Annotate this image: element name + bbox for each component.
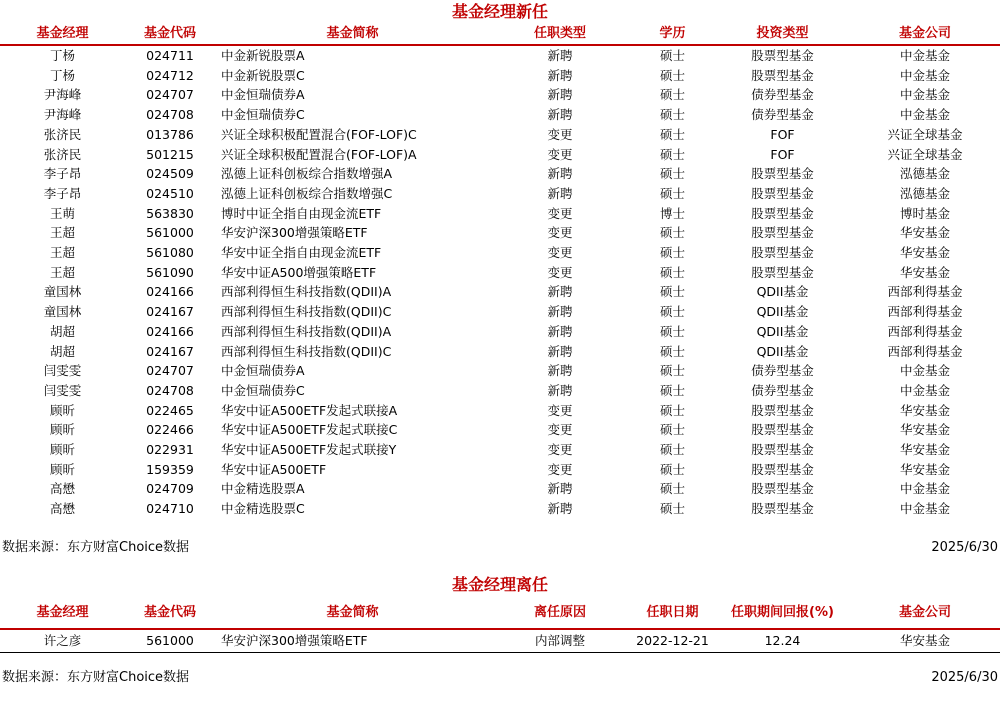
cell-invest-type: QDII基金 — [756, 343, 809, 359]
cell-manager: 童国林 — [43, 284, 82, 300]
cell-type: 变更 — [547, 442, 573, 458]
cell-edu: 硕士 — [659, 402, 685, 418]
cell-code: 024707 — [146, 87, 194, 103]
cell-edu: 硕士 — [659, 146, 685, 162]
cell-invest-type: 股票型基金 — [751, 48, 814, 63]
cell-code: 024711 — [146, 48, 194, 63]
table-row — [0, 342, 1000, 362]
new-manager-table-body — [0, 45, 1000, 519]
cell-edu: 硕士 — [659, 126, 685, 142]
cell-company: 华安基金 — [899, 245, 950, 261]
cell-company: 华安基金 — [899, 264, 950, 280]
cell-code: 024166 — [146, 284, 194, 300]
cell-fund-name: 华安中证A500ETF — [221, 461, 327, 477]
cell-invest-type: 股票型基金 — [751, 67, 814, 83]
table-row — [0, 499, 1000, 519]
cell-manager: 丁杨 — [49, 67, 75, 83]
cell-type: 新聘 — [547, 363, 573, 379]
cell-manager: 高懋 — [49, 501, 75, 517]
cell-invest-type: 股票型基金 — [751, 442, 814, 458]
cell-manager: 尹海峰 — [43, 107, 82, 123]
cell-fund-name: 华安中证A500增强策略ETF — [221, 264, 377, 280]
cell-manager: 王超 — [49, 264, 75, 280]
cell-code: 561000 — [146, 225, 194, 241]
cell-company: 中金基金 — [899, 107, 950, 123]
cell-company: 中金基金 — [899, 501, 950, 517]
cell-edu: 硕士 — [659, 501, 685, 517]
cell-type: 变更 — [547, 205, 573, 221]
cell-fund-name: 中金新锐股票A — [221, 48, 305, 63]
cell-manager: 闫雯雯 — [43, 363, 82, 379]
cell-type: 新聘 — [547, 481, 573, 497]
cell-company: 中金基金 — [899, 48, 950, 63]
header-manager: 基金经理 — [0, 597, 125, 629]
cell-company: 泓德基金 — [899, 166, 950, 182]
cell-edu: 硕士 — [659, 166, 685, 182]
cell-code: 561000 — [146, 632, 194, 648]
table-row — [0, 105, 1000, 125]
cell-edu: 2022-12-21 — [636, 632, 709, 648]
cell-manager: 高懋 — [49, 481, 75, 497]
cell-fund-name: 华安沪深300增强策略ETF — [221, 632, 368, 648]
cell-manager: 张济民 — [43, 146, 82, 162]
cell-type: 新聘 — [547, 185, 573, 201]
cell-fund-name: 兴证全球积极配置混合(FOF-LOF)A — [221, 146, 417, 162]
cell-code: 563830 — [146, 205, 194, 221]
table-row — [0, 263, 1000, 283]
cell-edu: 硕士 — [659, 185, 685, 201]
cell-edu: 博士 — [659, 205, 685, 221]
cell-invest-type: 股票型基金 — [751, 245, 814, 261]
cell-invest-type: 股票型基金 — [751, 225, 814, 241]
leave-manager-table — [0, 597, 1000, 653]
table-row — [0, 45, 1000, 66]
cell-invest-type: FOF — [770, 146, 795, 162]
table-row — [0, 420, 1000, 440]
cell-fund-name: 华安沪深300增强策略ETF — [221, 225, 368, 241]
cell-type: 新聘 — [547, 284, 573, 300]
cell-fund-name: 中金精选股票C — [221, 501, 305, 517]
leave-manager-section — [0, 573, 1000, 689]
cell-company: 中金基金 — [899, 363, 950, 379]
cell-company: 博时基金 — [899, 205, 950, 221]
cell-type: 新聘 — [547, 166, 573, 182]
table-row — [0, 243, 1000, 263]
cell-manager: 顾昕 — [49, 442, 75, 458]
new-manager-footer — [0, 537, 1000, 559]
header-start-date: 任职日期 — [630, 597, 715, 629]
cell-type: 新聘 — [547, 87, 573, 103]
cell-invest-type: FOF — [770, 126, 795, 142]
cell-edu: 硕士 — [659, 363, 685, 379]
leave-manager-table-body — [0, 629, 1000, 653]
header-appointment-type: 任职类型 — [490, 24, 630, 45]
new-manager-header-row — [0, 24, 1000, 45]
cell-fund-name: 中金恒瑞债券A — [221, 87, 305, 103]
cell-edu: 硕士 — [659, 225, 685, 241]
cell-fund-name: 华安中证A500ETF发起式联接Y — [221, 442, 397, 458]
cell-type: 变更 — [547, 402, 573, 418]
cell-company: 华安基金 — [899, 225, 950, 241]
cell-code: 024708 — [146, 382, 194, 398]
cell-invest-type: 12.24 — [764, 632, 801, 648]
cell-manager: 王萌 — [49, 205, 75, 221]
cell-type: 变更 — [547, 225, 573, 241]
cell-code: 024510 — [146, 185, 194, 201]
cell-fund-name: 华安中证A500ETF发起式联接C — [221, 422, 398, 438]
cell-edu: 硕士 — [659, 107, 685, 123]
cell-invest-type: 股票型基金 — [751, 422, 814, 438]
cell-edu: 硕士 — [659, 304, 685, 320]
cell-invest-type: 股票型基金 — [751, 185, 814, 201]
table-row — [0, 479, 1000, 499]
header-fund-name: 基金简称 — [215, 24, 490, 45]
cell-manager: 王超 — [49, 225, 75, 241]
table-row — [0, 302, 1000, 322]
cell-invest-type: 股票型基金 — [751, 461, 814, 477]
cell-fund-name: 泓德上证科创板综合指数增强C — [221, 185, 393, 201]
cell-code: 022465 — [146, 402, 194, 418]
cell-company: 华安基金 — [899, 402, 950, 418]
cell-manager: 王超 — [49, 245, 75, 261]
cell-fund-name: 西部利得恒生科技指数(QDII)C — [221, 343, 392, 359]
cell-invest-type: 债券型基金 — [751, 107, 814, 123]
cell-invest-type: 债券型基金 — [751, 87, 814, 103]
cell-invest-type: 股票型基金 — [751, 264, 814, 280]
cell-invest-type: 股票型基金 — [751, 166, 814, 182]
cell-fund-name: 中金恒瑞债券C — [221, 107, 305, 123]
cell-fund-name: 兴证全球积极配置混合(FOF-LOF)C — [221, 126, 417, 142]
cell-fund-name: 博时中证全指自由现金流ETF — [221, 205, 382, 221]
cell-company: 中金基金 — [899, 87, 950, 103]
cell-company: 西部利得基金 — [887, 284, 963, 300]
table-row — [0, 223, 1000, 243]
cell-manager: 李子昂 — [43, 185, 82, 201]
cell-edu: 硕士 — [659, 245, 685, 261]
cell-invest-type: 股票型基金 — [751, 501, 814, 517]
cell-manager: 胡超 — [49, 323, 75, 339]
leave-manager-title: 基金经理离任 — [451, 574, 548, 594]
cell-code: 561080 — [146, 245, 194, 261]
cell-manager: 丁杨 — [49, 48, 75, 63]
cell-type: 变更 — [547, 245, 573, 261]
cell-company: 西部利得基金 — [887, 343, 963, 359]
cell-type: 变更 — [547, 422, 573, 438]
cell-edu: 硕士 — [659, 67, 685, 83]
cell-edu: 硕士 — [659, 323, 685, 339]
cell-manager: 顾昕 — [49, 422, 75, 438]
leave-manager-header-row — [0, 597, 1000, 629]
cell-type: 新聘 — [547, 382, 573, 398]
table-row — [0, 85, 1000, 105]
cell-edu: 硕士 — [659, 87, 685, 103]
cell-type: 变更 — [547, 264, 573, 280]
cell-type: 新聘 — [547, 48, 573, 63]
cell-type: 内部调整 — [534, 632, 585, 648]
cell-type: 新聘 — [547, 67, 573, 83]
cell-code: 024166 — [146, 323, 194, 339]
cell-fund-name: 华安中证全指自由现金流ETF — [221, 245, 382, 261]
cell-fund-name: 泓德上证科创板综合指数增强A — [221, 166, 393, 182]
cell-fund-name: 中金精选股票A — [221, 481, 305, 497]
cell-edu: 硕士 — [659, 382, 685, 398]
header-fund-company: 基金公司 — [850, 24, 1000, 45]
cell-fund-name: 中金恒瑞债券A — [221, 363, 305, 379]
header-tenure-return: 任职期间回报(%) — [715, 597, 850, 629]
cell-edu: 硕士 — [659, 264, 685, 280]
cell-code: 022931 — [146, 442, 194, 458]
cell-company: 中金基金 — [899, 67, 950, 83]
cell-company: 兴证全球基金 — [887, 126, 963, 142]
cell-fund-name: 西部利得恒生科技指数(QDII)A — [221, 323, 392, 339]
cell-edu: 硕士 — [659, 343, 685, 359]
table-row — [0, 125, 1000, 145]
cell-company: 中金基金 — [899, 481, 950, 497]
header-manager: 基金经理 — [0, 24, 125, 45]
header-code: 基金代码 — [125, 24, 215, 45]
table-row — [0, 322, 1000, 342]
new-manager-title: 基金经理新任 — [451, 2, 548, 21]
cell-code: 024712 — [146, 67, 194, 83]
cell-company: 兴证全球基金 — [887, 146, 963, 162]
table-row — [0, 401, 1000, 421]
table-row — [0, 629, 1000, 653]
cell-code: 561090 — [146, 264, 194, 280]
cell-code: 024708 — [146, 107, 194, 123]
cell-type: 新聘 — [547, 501, 573, 517]
cell-manager: 胡超 — [49, 343, 75, 359]
header-education: 学历 — [630, 24, 715, 45]
cell-type: 变更 — [547, 146, 573, 162]
cell-invest-type: 股票型基金 — [751, 402, 814, 418]
cell-manager: 张济民 — [43, 126, 82, 142]
table-row — [0, 440, 1000, 460]
cell-invest-type: QDII基金 — [756, 284, 809, 300]
cell-code: 024707 — [146, 363, 194, 379]
cell-manager: 顾昕 — [49, 461, 75, 477]
cell-invest-type: QDII基金 — [756, 323, 809, 339]
cell-manager: 尹海峰 — [43, 87, 82, 103]
cell-invest-type: 股票型基金 — [751, 481, 814, 497]
cell-company: 泓德基金 — [899, 185, 950, 201]
cell-edu: 硕士 — [659, 422, 685, 438]
cell-fund-name: 西部利得恒生科技指数(QDII)C — [221, 304, 392, 320]
header-leave-reason: 离任原因 — [490, 597, 630, 629]
cell-manager: 闫雯雯 — [43, 382, 82, 398]
cell-type: 新聘 — [547, 323, 573, 339]
cell-fund-name: 中金新锐股票C — [221, 67, 305, 83]
table-row — [0, 145, 1000, 165]
data-source-text: 数据来源：东方财富Choice数据 — [2, 539, 190, 555]
cell-edu: 硕士 — [659, 48, 685, 63]
cell-edu: 硕士 — [659, 481, 685, 497]
cell-invest-type: 股票型基金 — [751, 205, 814, 221]
header-fund-name: 基金简称 — [215, 597, 490, 629]
cell-edu: 硕士 — [659, 461, 685, 477]
cell-manager: 童国林 — [43, 304, 82, 320]
cell-edu: 硕士 — [659, 442, 685, 458]
cell-fund-name: 西部利得恒生科技指数(QDII)A — [221, 284, 392, 300]
table-row — [0, 66, 1000, 86]
table-row — [0, 381, 1000, 401]
data-source-text: 数据来源：东方财富Choice数据 — [2, 669, 190, 685]
table-row — [0, 460, 1000, 480]
cell-company: 华安基金 — [899, 422, 950, 438]
cell-code: 024167 — [146, 304, 194, 320]
cell-invest-type: QDII基金 — [756, 304, 809, 320]
table-row — [0, 164, 1000, 184]
cell-company: 华安基金 — [899, 442, 950, 458]
cell-invest-type: 债券型基金 — [751, 382, 814, 398]
report-date: 2025/6/30 — [931, 669, 998, 685]
cell-company: 华安基金 — [899, 461, 950, 477]
cell-company: 西部利得基金 — [887, 304, 963, 320]
table-row — [0, 184, 1000, 204]
cell-code: 024509 — [146, 166, 194, 182]
table-row — [0, 282, 1000, 302]
cell-code: 159359 — [146, 461, 194, 477]
cell-company: 中金基金 — [899, 382, 950, 398]
cell-type: 新聘 — [547, 107, 573, 123]
cell-code: 024167 — [146, 343, 194, 359]
new-manager-table — [0, 24, 1000, 519]
header-code: 基金代码 — [125, 597, 215, 629]
cell-type: 变更 — [547, 461, 573, 477]
cell-type: 新聘 — [547, 343, 573, 359]
cell-code: 501215 — [146, 146, 194, 162]
cell-fund-name: 中金恒瑞债券C — [221, 382, 305, 398]
cell-company: 西部利得基金 — [887, 323, 963, 339]
cell-manager: 李子昂 — [43, 166, 82, 182]
cell-company: 华安基金 — [899, 632, 950, 648]
cell-code: 024709 — [146, 481, 194, 497]
cell-code: 024710 — [146, 501, 194, 517]
cell-fund-name: 华安中证A500ETF发起式联接A — [221, 402, 398, 418]
cell-edu: 硕士 — [659, 284, 685, 300]
cell-code: 013786 — [146, 126, 194, 142]
table-row — [0, 204, 1000, 224]
header-fund-company: 基金公司 — [850, 597, 1000, 629]
cell-invest-type: 债券型基金 — [751, 363, 814, 379]
cell-manager: 顾昕 — [49, 402, 75, 418]
table-row — [0, 361, 1000, 381]
leave-manager-footer — [0, 667, 1000, 689]
cell-manager: 许之彦 — [43, 632, 82, 648]
cell-type: 变更 — [547, 126, 573, 142]
header-investment-type: 投资类型 — [715, 24, 850, 45]
cell-type: 新聘 — [547, 304, 573, 320]
report-date: 2025/6/30 — [931, 539, 998, 555]
cell-code: 022466 — [146, 422, 194, 438]
